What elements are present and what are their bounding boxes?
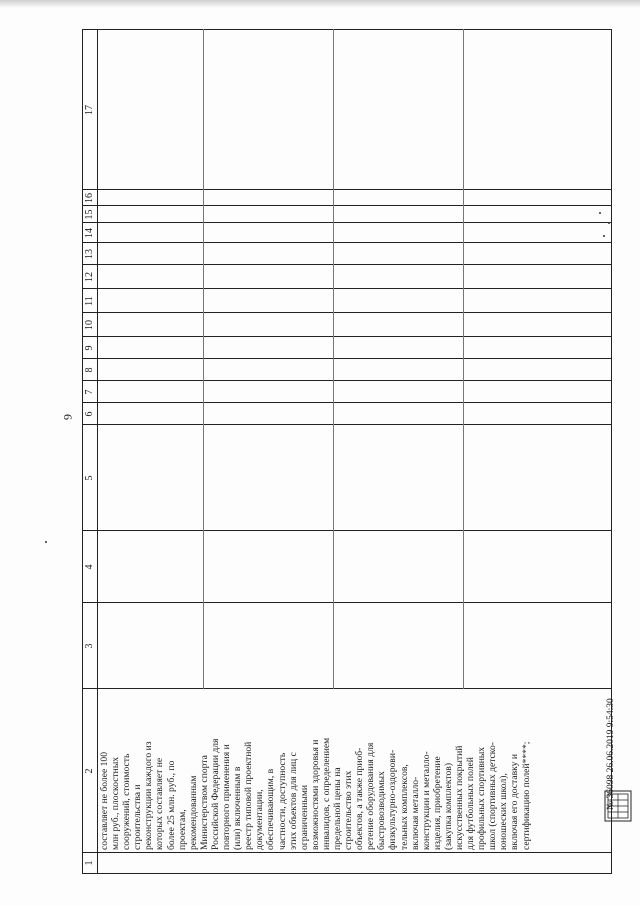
- row-guide: [333, 29, 334, 689]
- desc-line: повторного применения и: [221, 744, 233, 850]
- scan-speck: [603, 235, 605, 237]
- desc-line: искусственных покрытий: [454, 745, 465, 850]
- desc-line: школ (спортивных детско-: [487, 742, 499, 850]
- footer-registration: [604, 600, 620, 820]
- desc-line: (или) включенным в: [232, 766, 244, 850]
- header-col-7: 7: [84, 389, 95, 395]
- desc-line: этих объектов для лиц с: [287, 752, 299, 850]
- desc-line: объектов, а также приоб-: [354, 747, 366, 850]
- desc-line: предельной цены на: [331, 767, 343, 850]
- col-separator: [83, 688, 611, 689]
- desc-line: реестр типовой проектной: [243, 741, 255, 850]
- desc-line: обеспечивающим, в: [265, 768, 277, 850]
- desc-line: возможностями здоровья и: [309, 739, 321, 850]
- row-guide: [463, 29, 464, 689]
- desc-line: включая его доставку и: [509, 754, 521, 850]
- desc-line: ретение оборудования для: [365, 742, 377, 850]
- desc-line: проектам,: [176, 809, 188, 850]
- desc-line: конструкции и металло-: [420, 751, 432, 850]
- desc-line: частности, доступность: [276, 752, 288, 850]
- header-col-9: 9: [84, 345, 95, 351]
- col-separator: [83, 288, 611, 289]
- desc-line: Министерством спорта: [198, 755, 210, 850]
- rotated-table-area: [82, 29, 612, 874]
- budget-table: [82, 29, 612, 874]
- desc-line: для футбольных полей: [465, 757, 477, 850]
- col-separator: [83, 852, 611, 853]
- desc-line: сооружений, стоимость: [121, 753, 133, 850]
- header-col-14: 14: [84, 228, 95, 238]
- col-separator: [83, 205, 611, 206]
- page-number: 6: [61, 414, 75, 420]
- header-col-16: 16: [84, 193, 95, 203]
- desc-line: профильных спортивных: [476, 746, 488, 850]
- col-separator: [83, 424, 611, 425]
- col-separator: [83, 336, 611, 337]
- desc-line: более 25 млн. руб., по: [165, 760, 177, 850]
- registration-number: № 36098 26.06.2019 9:54:30: [606, 698, 616, 810]
- header-col-10: 10: [84, 320, 95, 330]
- header-col-1: 1: [84, 860, 95, 866]
- col-separator: [83, 222, 611, 223]
- header-col-4: 4: [84, 564, 95, 570]
- scan-speck: [608, 222, 610, 224]
- scan-speck: [45, 541, 47, 543]
- desc-line: составляет не более 100: [99, 751, 110, 850]
- desc-line: сертификацию полей****;: [520, 741, 532, 850]
- scan-edge-shadow: [0, 0, 640, 8]
- desc-line: млн руб., плоскостных: [110, 756, 122, 850]
- col-separator: [83, 602, 611, 603]
- desc-line: быстровозводимых: [376, 771, 388, 850]
- row-guide: [203, 29, 204, 689]
- desc-line: Российской Федерации для: [209, 738, 221, 850]
- desc-line: которых составляет не: [154, 757, 166, 850]
- col-separator: [83, 530, 611, 531]
- desc-line: тельных комплексов,: [398, 764, 410, 850]
- header-col-11: 11: [84, 296, 95, 306]
- col-separator: [83, 380, 611, 381]
- desc-line: реконструкции каждого из: [143, 741, 155, 850]
- col-separator: [83, 242, 611, 243]
- desc-line: документации,: [254, 789, 266, 850]
- desc-line: включая металло-: [409, 776, 421, 850]
- col-separator: [83, 264, 611, 265]
- desc-line: физкультурно-оздорови-: [387, 749, 399, 850]
- col-separator: [83, 189, 611, 190]
- header-col-15: 15: [84, 209, 95, 220]
- desc-line: рекомендованным: [187, 775, 199, 850]
- col-separator: [83, 312, 611, 313]
- header-col-3: 3: [84, 643, 95, 649]
- header-col-8: 8: [84, 367, 95, 373]
- desc-line: ограниченными: [298, 784, 310, 850]
- desc-line: (закупка комплектов): [442, 762, 454, 850]
- header-col-17: 17: [84, 105, 95, 115]
- header-col-6: 6: [84, 411, 95, 417]
- header-col-2: 2: [84, 768, 95, 774]
- desc-line: строительства и: [132, 784, 144, 850]
- header-col-12: 12: [84, 272, 95, 282]
- header-col-13: 13: [84, 249, 95, 259]
- scan-speck: [599, 212, 601, 214]
- header-col-5: 5: [84, 475, 95, 481]
- col-separator: [83, 358, 611, 359]
- col-separator: [83, 402, 611, 403]
- desc-line: изделия, приобретение: [431, 756, 443, 850]
- desc-line: юношеских школ),: [498, 773, 510, 850]
- row-description: [99, 692, 532, 850]
- desc-line: инвалидов, с определением: [320, 737, 332, 850]
- desc-line: строительство этих: [343, 770, 355, 850]
